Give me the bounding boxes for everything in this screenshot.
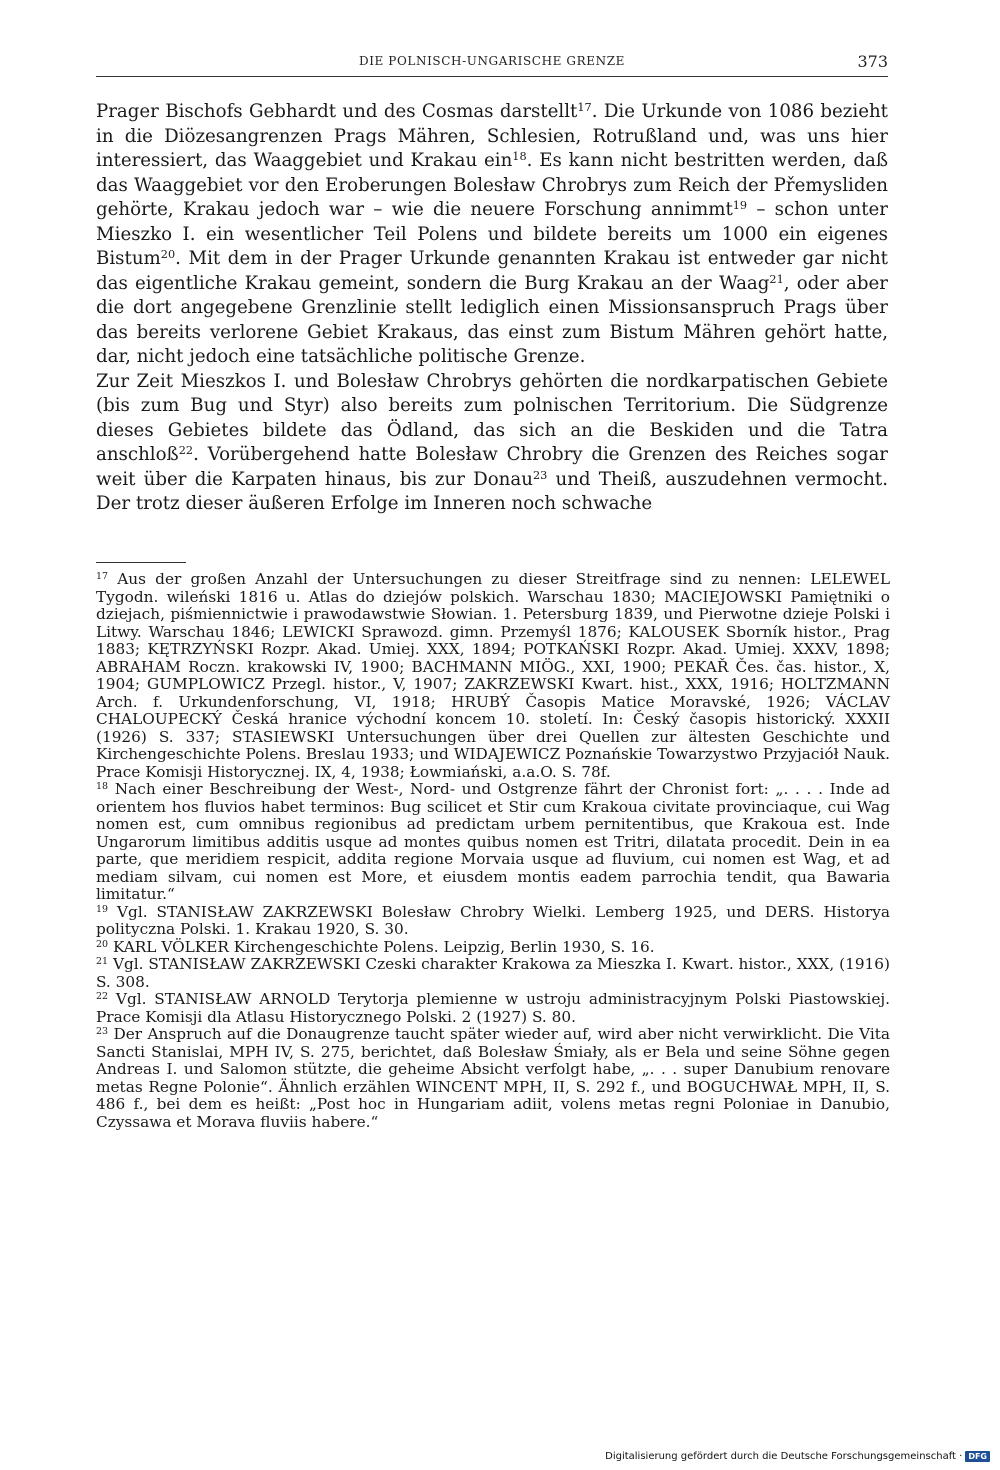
- footnote-number: 21: [96, 955, 109, 967]
- footnotes: [96, 571, 890, 1131]
- text-run: . Es kann nicht bestritten werden, daß das Waaggebiet vor den Eroberungen Bolesław Chrobrys zum Reich der Přemysliden gehörte, Krakau jedoch war – wie die neuere Forschung annimmt: [96, 150, 888, 220]
- footnote-number: 23: [96, 1025, 109, 1037]
- footnote-23: [96, 1026, 890, 1131]
- footnote-ref-17[interactable]: 17: [577, 100, 592, 114]
- footnote-text: Der Anspruch auf die Donaugrenze taucht später wieder auf, wird aber nicht verwirklicht. Die Vita Sancti Stanislai, MPH IV, S. 275, berichtet, daß Bolesław Śmiały, als er Bela und seine Söhne gegen Andreas I. und Salomon stützte, die geheime Absicht verfolgt habe, „. . . super Danubium renovare metas Regne Polonie“. Ähnlich erzählen WINCENT MPH, II, S. 292 f., und BOGUCHWAŁ MPH, II, S. 486 f., bei dem es heißt: „Post hoc in Hungariam adiit, volens metas regni Poloniae in Danubio, Czyssawa et Morava fluviis habere.“: [96, 1025, 890, 1131]
- footnote-ref-19[interactable]: 19: [732, 198, 748, 212]
- footnote-20: [96, 939, 890, 957]
- footnote-ref-21[interactable]: 21: [769, 272, 784, 286]
- dfg-logo: DFG: [965, 1451, 990, 1462]
- footnote-ref-18[interactable]: 18: [512, 149, 527, 163]
- footnote-18: [96, 781, 890, 904]
- footnote-separator: [96, 562, 186, 563]
- footnote-21: [96, 956, 890, 991]
- running-header: [96, 52, 888, 77]
- running-title: DIE POLNISCH-UNGARISCHE GRENZE: [358, 54, 626, 68]
- footnote-number: 18: [96, 780, 109, 792]
- text-run: . Mit dem in der Prager Urkunde genannten Krakau ist entweder gar nicht das eigentliche Krakau gemeint, sondern die Burg Krakau an der Waag: [96, 248, 888, 294]
- page-number: 373: [857, 52, 888, 71]
- text-run: , oder aber die dort angegebene Grenzlinie stellt lediglich einen Missionsanspruch Prags über das bereits verlorene Gebiet Krakaus, das einst zum Bistum Mähren gehört hatte, dar, nicht jedoch eine tatsächliche politische Grenze.: [96, 272, 888, 367]
- text-run: und Theiß, auszudehnen vermocht. Der trotz dieser äußeren Erfolge im Inneren noch schwache: [96, 468, 888, 514]
- text-run: – schon unter Mieszko I. ein wesentlicher Teil Polens und bildete bereits um 1000 ein eigenes Bistum: [96, 199, 888, 269]
- footnote-22: [96, 991, 890, 1026]
- footnote-text: Vgl. STANISŁAW ARNOLD Terytorja plemienne w ustroju administracyjnym Polski Piastowskiej. Prace Komisji dla Atlasu Historycznego Polski. 2 (1927) S. 80.: [96, 990, 890, 1026]
- text-run: Zur Zeit Mieszkos I. und Bolesław Chrobrys gehörten die nordkarpatischen Gebiete (bis zum Bug und Styr) also bereits zum polnischen Territorium. Die Südgrenze dieses Gebietes bildete das Ödland, das sich an die Beskiden und die Tatra anschloß: [96, 370, 888, 465]
- digitization-credit: [605, 1451, 990, 1462]
- footnote-text: Vgl. STANISŁAW ZAKRZEWSKI Czeski charakter Krakowa za Mieszka I. Kwart. histor., XXX, (1916) S. 308.: [96, 955, 890, 991]
- footnote-number: 22: [96, 990, 109, 1002]
- footnote-17: [96, 571, 890, 781]
- text-run: . Vorübergehend hatte Bolesław Chrobry die Grenzen des Reiches sogar weit über die Karpaten hinaus, bis zur Donau: [96, 444, 888, 490]
- footnote-number: 20: [96, 938, 109, 950]
- paragraph: [96, 370, 888, 517]
- footnote-ref-22[interactable]: 22: [178, 443, 194, 457]
- paragraph: [96, 100, 888, 370]
- footnote-text: Vgl. STANISŁAW ZAKRZEWSKI Bolesław Chrobry Wielki. Lemberg 1925, und DERS. Historya polityczna Polski. 1. Krakau 1920, S. 30.: [96, 902, 890, 938]
- main-text: [96, 100, 888, 517]
- footnote-ref-23[interactable]: 23: [532, 468, 548, 482]
- text-run: Prager Bischofs Gebhardt und des Cosmas darstellt: [96, 101, 578, 122]
- footnote-ref-20[interactable]: 20: [160, 247, 176, 261]
- footnote-text: KARL VÖLKER Kirchengeschichte Polens. Leipzig, Berlin 1930, S. 16.: [112, 937, 655, 956]
- footnote-text: Aus der großen Anzahl der Untersuchungen zu dieser Streitfrage sind zu nennen: LELEWEL Tygodn. wileński 1816 u. Atlas do dziejów polskich. Warschau 1830; MACIEJOWSKI Pamiętniki o dziejach, piśmiennictwie i prawodawstwie Słowian. 1. Petersburg 1839, und Pierwotne dzieje Polski i Litwy. Warschau 1846; LEWICKI Sprawozd. gimn. Przemyśl 1876; KALOUSEK Sborník histor., Prag 1883; KĘTRZYŃSKI Rozpr. Akad. Umiej. XXX, 1894; POTKAŃSKI Rozpr. Akad. Umiej. XXXV, 1898; ABRAHAM Roczn. krakowski IV, 1900; BACHMANN MIÖG., XXI, 1900; PEKAŘ Čes. čas. histor., X, 1904; GUMPLOWICZ Przegl. histor., V, 1907; ZAKRZEWSKI Kwart. hist., XXX, 1916; HOLTZMANN Arch. f. Urkundenforschung, VI, 1918; HRUBÝ Časopis Matice Moravské, 1926; VÁCLAV CHALOUPECKÝ Česká hranice východní koncem 10. století. In: Český časopis historický. XXXII (1926) S. 337; STASIEWSKI Untersuchungen über drei Quellen zur ältesten Geschichte und Kirchengeschichte Polens. Breslau 1933; und WIDAJEWICZ Poznańskie Towarzystwo Przyjaciół Nauk. Prace Komisji Historycznej. IX, 4, 1938; Łowmiański, a.a.O. S. 78f.: [96, 570, 890, 781]
- footnote-number: 17: [96, 570, 109, 582]
- footnote-text: Nach einer Beschreibung der West-, Nord- und Ostgrenze fährt der Chronist fort: „. . . . Inde ad orientem hos fluvios habet terminos: Bug scilicet et Stir cum Krakoua civitate provinciaque, cui Wag nomen est, cum omnibus regionibus ad predictam urbem pernitentibus, que Krakoua est. Inde Ungarorum limitibus additis usque ad montes quibus nomen est Tritri, dilatata procedit. Dein in ea parte, que meridiem respicit, addita regione Morvaia usque ad fluvium, cui nomen est Wag, et ad mediam silvam, cui nomen est More, et eiusdem montis eadem parrochia tendit, qua Bawaria limitatur.“: [96, 780, 890, 903]
- footnote-number: 19: [96, 903, 109, 915]
- credit-text: Digitalisierung gefördert durch die Deutsche Forschungsgemeinschaft ·: [605, 1451, 963, 1462]
- text-run: . Die Urkunde von 1086 bezieht in die Diözesangrenzen Prags Mähren, Schlesien, Rotrußland und, was uns hier interessiert, das Waaggebiet und Krakau ein: [96, 101, 888, 171]
- footnote-19: [96, 904, 890, 939]
